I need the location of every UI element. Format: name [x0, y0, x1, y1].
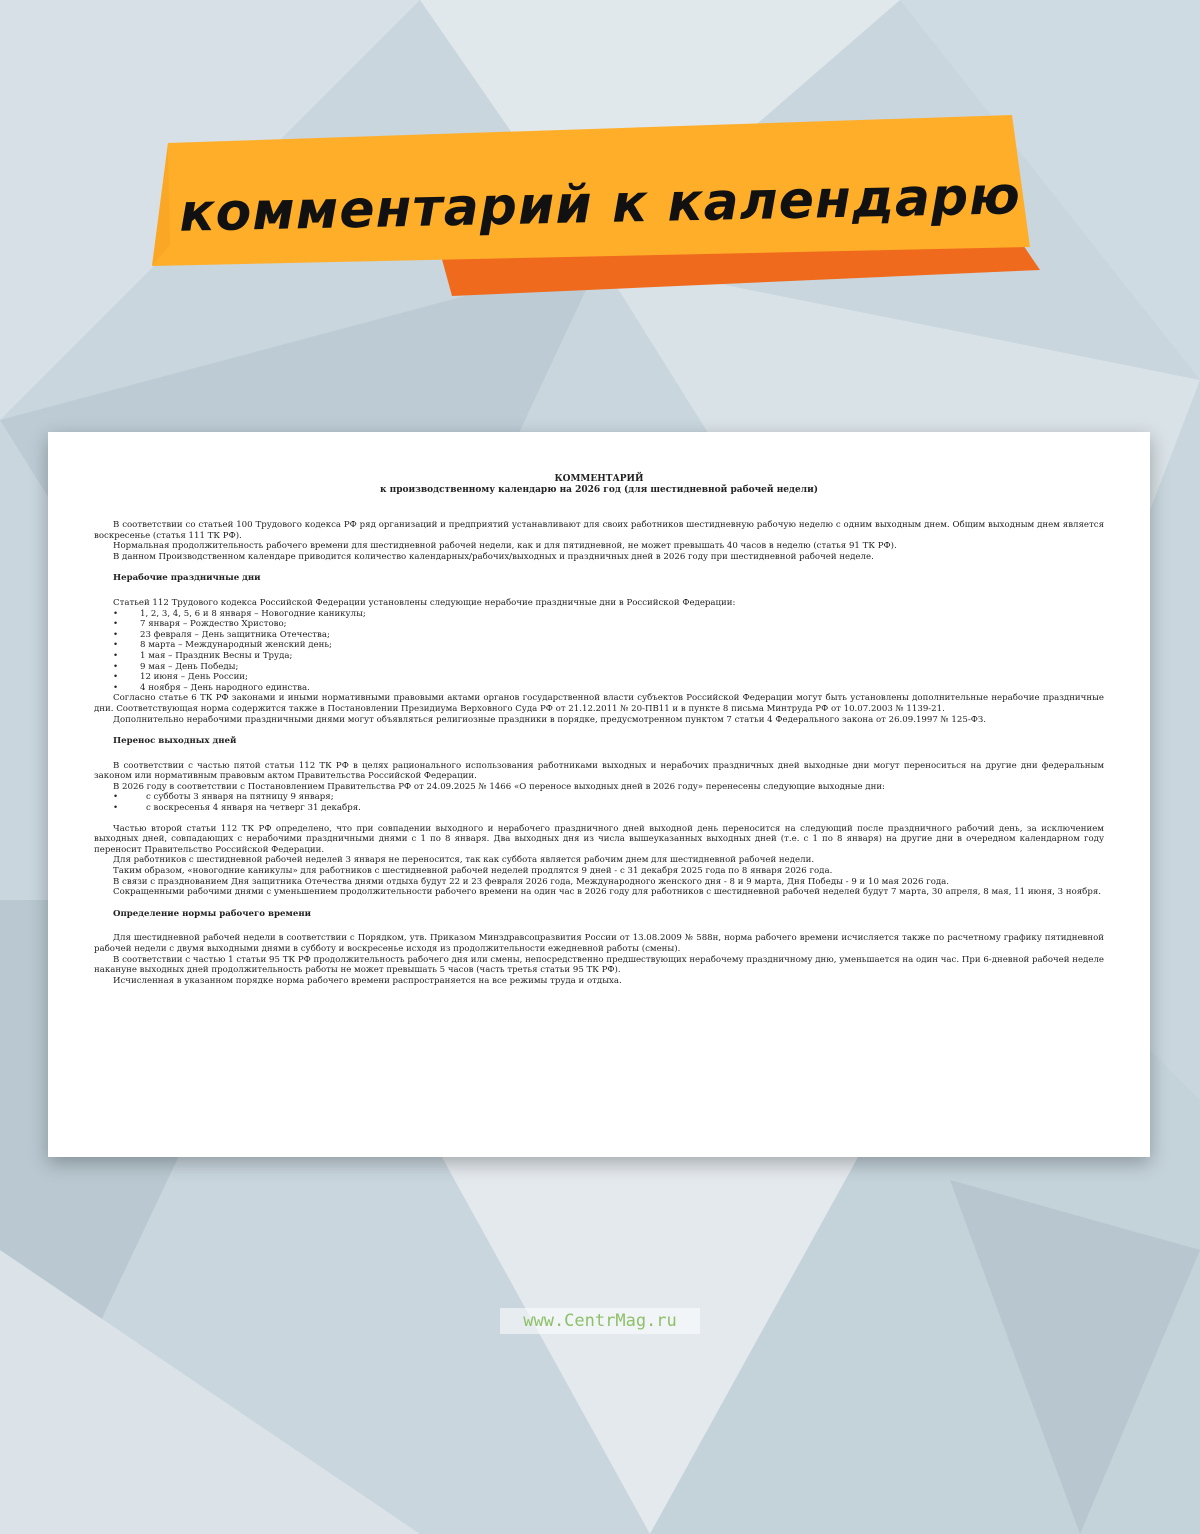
body-paragraph: Для шестидневной рабочей недели в соответствии с Порядком, утв. Приказом Минздравсоцразвития России от 13.08.2009 № 588н, норма рабочего времени исчисляется также по расчетному графику пятидневной рабочей недели с двумя выходными днями в субботу и воскресенье исходя из продолжительности ежедневной работы (смены). [94, 933, 1104, 954]
list-item: • 1, 2, 3, 4, 5, 6 и 8 января – Новогодние каникулы; [94, 609, 1104, 620]
intro-paragraph: Нормальная продолжительность рабочего времени для шестидневной рабочей недели, как и для пятидневной, не может превышать 40 часов в неделю (статья 91 ТК РФ). [113, 541, 897, 552]
banner-title: комментарий к календарю [178, 166, 1022, 244]
holidays-lead: Статьей 112 Трудового кодекса Российской Федерации установлены следующие нерабочие праздничные дни в Российской Федерации: [113, 597, 736, 608]
holidays-list [94, 609, 1104, 694]
list-item: • 7 января – Рождество Христово; [94, 619, 1104, 630]
body-paragraph: Исчисленная в указанном порядке норма рабочего времени распространяется на все режимы труда и отдыха. [113, 975, 622, 986]
transfer-list [94, 792, 1104, 813]
body-paragraph: Частью второй статьи 112 ТК РФ определено, что при совпадении выходного и нерабочего праздничного дней выходной день переносится на следующий после праздничного рабочий день, за исключением выходных дней, совпадающих с нерабочими праздничными днями с 1 по 8 января. Два выходных дня из числа вышеуказанных выходных дней (т.е. с 1 по 8 января) на другие дни в очередном календарном году переносит Правительство Российской Федерации. [94, 823, 1104, 855]
body-paragraph: В соответствии с частью пятой статьи 112 ТК РФ в целях рационального использования работниками выходных и нерабочих праздничных дней выходные дни могут переноситься на другие дни федеральным законом или нормативным правовым актом Правительства Российской Федерации. [94, 760, 1104, 782]
list-item: • 1 мая – Праздник Весны и Труда; [94, 651, 1104, 662]
list-item: • 12 июня – День России; [94, 672, 1104, 683]
document-title: КОММЕНТАРИЙ [554, 474, 644, 484]
intro-paragraph: В соответствии со статьей 100 Трудового кодекса РФ ряд организаций и предприятий устанавливают для своих работников шестидневную рабочую неделю с одним выходным днем. Общим выходным днем является воскресенье (статья 111 ТК РФ). [94, 520, 1104, 541]
list-item: • 8 марта – Международный женский день; [94, 640, 1104, 651]
document-page [48, 432, 1150, 1157]
body-paragraph: В 2026 году в соответствии с Постановлением Правительства РФ от 24.09.2025 № 1466 «О переносе выходных дней в 2026 году» перенесены следующие выходные дни: [113, 781, 885, 792]
document-subtitle: к производственному календарю на 2026 год (для шестидневной рабочей недели) [379, 485, 819, 495]
body-paragraph: Дополнительно нерабочими праздничными днями могут объявляться религиозные праздники в порядке, предусмотренном пунктом 7 статьи 4 Федерального закона от 26.09.1997 № 125-ФЗ. [113, 714, 986, 725]
watermark: www.CentrMag.ru [500, 1308, 700, 1334]
body-paragraph: Сокращенными рабочими днями с уменьшением продолжительности рабочего времени на один час в 2026 году для работников с шестидневной рабочей неделей будут 7 марта, 30 апреля, 8 мая, 11 июня, 3 ноября. [113, 887, 1102, 898]
section-heading-transfer: Перенос выходных дней [113, 736, 237, 747]
list-item: • с воскресенья 4 января на четверг 31 декабря. [94, 803, 1104, 814]
intro-paragraph: В данном Производственном календаре приводится количество календарных/рабочих/выходных и праздничных дней в 2026 году при шестидневной рабочей неделе. [113, 551, 874, 562]
list-item: • 9 мая – День Победы; [94, 662, 1104, 673]
list-item: • 4 ноября – День народного единства. [94, 683, 1104, 694]
body-paragraph: В связи с празднованием Дня защитника Отечества днями отдыха будут 22 и 23 февраля 2026 года, Международного женского дня - 8 и 9 марта, Дня Победы - 9 и 10 мая 2026 года. [113, 876, 950, 887]
section-heading-norm: Определение нормы рабочего времени [113, 908, 312, 919]
section-heading-holidays: Нерабочие праздничные дни [113, 573, 261, 584]
body-paragraph: Для работников с шестидневной рабочей неделей 3 января не переносится, так как суббота является рабочим днем для шестидневной рабочей недели. [113, 855, 815, 866]
body-paragraph: Таким образом, «новогодние каникулы» для работников с шестидневной рабочей неделей продлятся 9 дней - с 31 декабря 2025 года по 8 января 2026 года. [113, 866, 833, 877]
body-paragraph: В соответствии с частью 1 статьи 95 ТК РФ продолжительность рабочего дня или смены, непосредственно предшествующих нерабочему праздничному дню, уменьшается на один час. При 6-дневной рабочей неделе накануне выходных дней продолжительность работы не может превышать 5 часов (часть третья статьи 95 ТК РФ). [94, 954, 1104, 976]
list-item: • с субботы 3 января на пятницу 9 января; [94, 792, 1104, 803]
list-item: • 23 февраля – День защитника Отечества; [94, 630, 1104, 641]
body-paragraph: Согласно статье 6 ТК РФ законами и иными нормативными правовыми актами органов государственной власти субъектов Российской Федерации могут быть установлены дополнительные нерабочие праздничные дни. Соответствующая норма содержится также в Постановлении Президиума Верховного Суда РФ от 21.12.2011 № 20-ПВ11 и в пункте 8 письма Минтруда РФ от 10.07.2003 № 1139-21. [94, 693, 1104, 714]
